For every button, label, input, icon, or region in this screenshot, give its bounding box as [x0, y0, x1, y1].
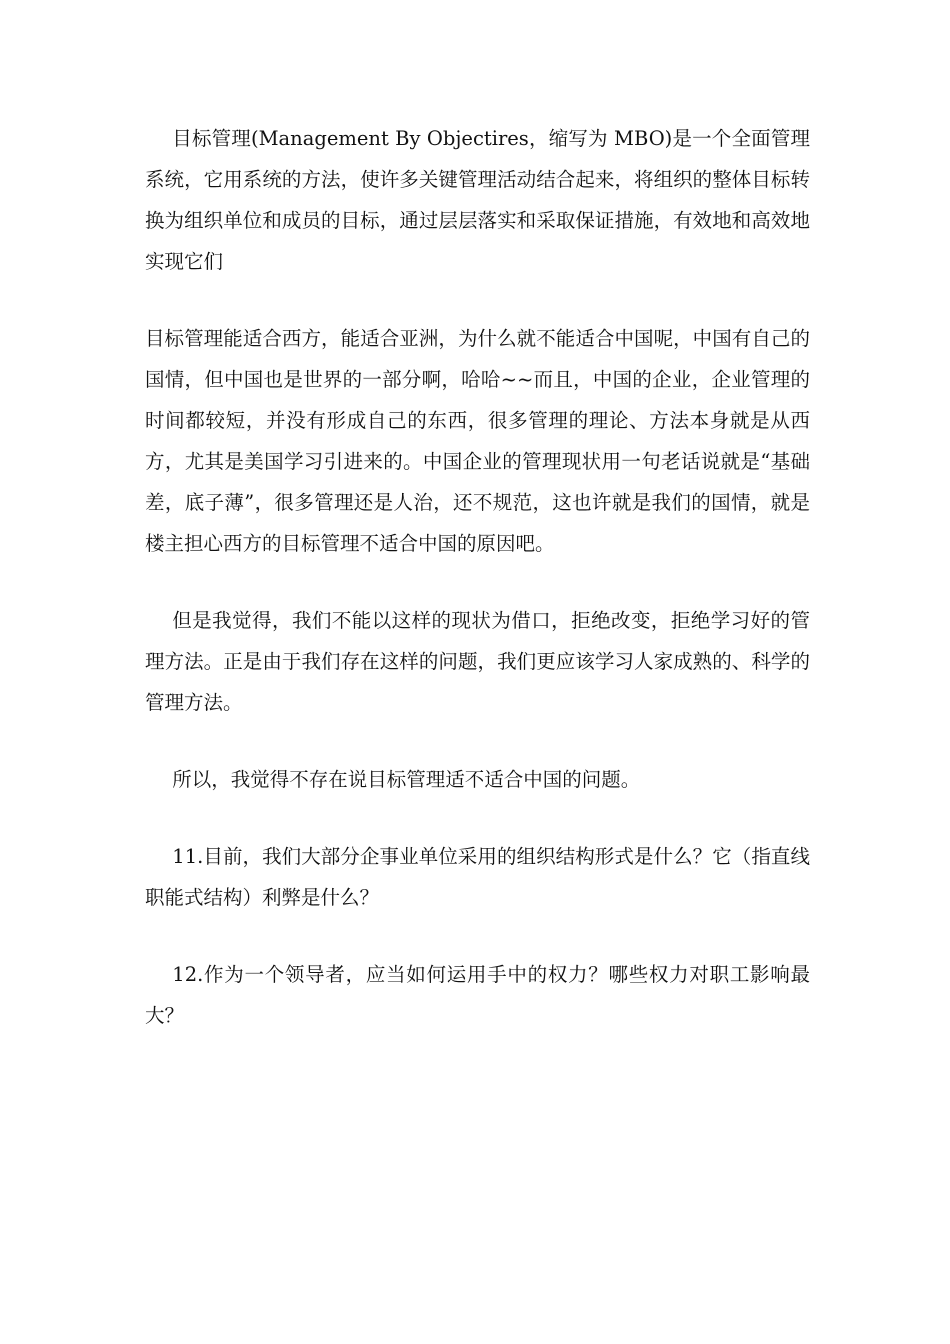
paragraph-mbo-definition: 目标管理(Management By Objectires，缩写为 MBO)是一个全面管理系统，它用系统的方法，使许多关键管理活动结合起来，将组织的整体目标转换为组织单位和成员的目标，通过层层落实和采取保证措施，有效地和高效地实现它们 [145, 127, 810, 273]
paragraph-learning: 但是我觉得，我们不能以这样的现状为借口，拒绝改变，拒绝学习好的管理方法。正是由于我们存在这样的问题，我们更应该学习人家成熟的、科学的管理方法。 [145, 609, 810, 714]
paragraph-china-fit: 目标管理能适合西方，能适合亚洲，为什么就不能适合中国呢，中国有自己的国情，但中国也是世界的一部分啊，哈哈~~而且，中国的企业，企业管理的时间都较短，并没有形成自己的东西，很多管理的理论、方法本身就是从西方，尤其是美国学习引进来的。中国企业的管理现状用一句老话说就是“基础差，底子薄”，很多管理还是人治，还不规范，这也许就是我们的国情，就是楼主担心西方的目标管理不适合中国的原因吧。 [145, 327, 810, 555]
document-body [145, 118, 810, 1072]
paragraph-conclusion: 所以，我觉得不存在说目标管理适不适合中国的问题。 [172, 768, 641, 791]
paragraph-question-11: 11.目前，我们大部分企事业单位采用的组织结构形式是什么？它（指直线职能式结构）利弊是什么？ [145, 845, 810, 909]
paragraph-question-12: 12.作为一个领导者，应当如何运用手中的权力？哪些权力对职工影响最大？ [145, 963, 810, 1027]
